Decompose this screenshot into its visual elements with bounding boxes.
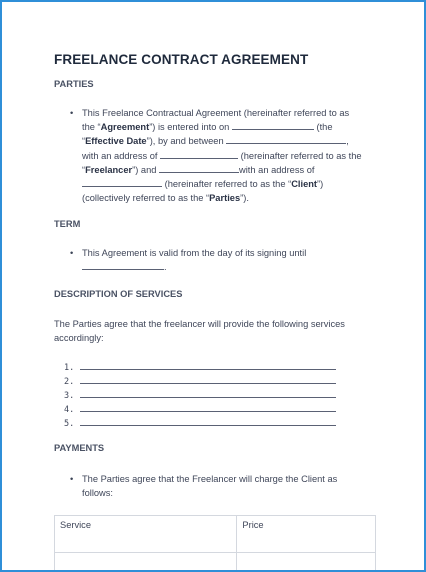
- list-item: 3.: [64, 389, 336, 403]
- service-blank[interactable]: [80, 361, 336, 370]
- table-cell[interactable]: [237, 553, 376, 572]
- client-term: Client: [291, 179, 318, 190]
- service-blank[interactable]: [80, 417, 336, 426]
- freelancer-term: Freelancer: [85, 164, 133, 175]
- term-end-date-blank[interactable]: [82, 261, 164, 270]
- client-name-blank[interactable]: [159, 164, 239, 173]
- services-heading: DESCRIPTION OF SERVICES: [54, 289, 183, 299]
- parties-line-1: This Freelance Contractual Agreement (hereinafter referred to as: [82, 108, 350, 118]
- service-blank[interactable]: [80, 403, 336, 412]
- effective-date-blank[interactable]: [232, 121, 314, 130]
- table-header-price: Price: [237, 516, 376, 553]
- services-paragraph: The Parties agree that the freelancer will provide the following services accordingly:: [54, 319, 345, 344]
- bullet-icon: •: [70, 248, 74, 258]
- term-paragraph: This Agreement is valid from the day of its signing until .: [82, 248, 307, 273]
- freelancer-name-blank[interactable]: [226, 135, 346, 144]
- table-row: [55, 553, 376, 572]
- agreement-term: Agreement: [100, 122, 150, 133]
- table-header-row: [55, 516, 376, 553]
- list-item: 5.: [64, 417, 336, 431]
- table-cell[interactable]: [55, 553, 237, 572]
- effective-date-term: Effective Date: [85, 136, 147, 147]
- parties-paragraph: This Freelance Contractual Agreement (hereinafter referred to as the “Agreement”) is entered into on (the “Effective Date”), by and between , with an address of (hereinafter referred to as the “Freelancer”) and with an address of (hereinafter referred to as the “Client”) (collectively referred to as the “Parties”).: [82, 108, 362, 204]
- payments-table: [54, 515, 376, 572]
- services-list: [64, 361, 336, 431]
- parties-term: Parties: [209, 193, 241, 204]
- table-header-service: Service: [55, 516, 237, 553]
- bullet-icon: •: [70, 474, 74, 484]
- parties-heading: PARTIES: [54, 79, 94, 89]
- service-blank[interactable]: [80, 375, 336, 384]
- list-item: 2.: [64, 375, 336, 389]
- document-title: FREELANCE CONTRACT AGREEMENT: [54, 52, 309, 67]
- payments-paragraph: The Parties agree that the Freelancer will charge the Client as follows:: [82, 474, 338, 499]
- service-blank[interactable]: [80, 389, 336, 398]
- freelancer-address-blank[interactable]: [160, 150, 238, 159]
- list-item: 1.: [64, 361, 336, 375]
- client-address-blank[interactable]: [82, 178, 162, 187]
- bullet-icon: •: [70, 108, 74, 118]
- term-heading: TERM: [54, 219, 81, 229]
- list-item: 4.: [64, 403, 336, 417]
- payments-heading: PAYMENTS: [54, 443, 105, 453]
